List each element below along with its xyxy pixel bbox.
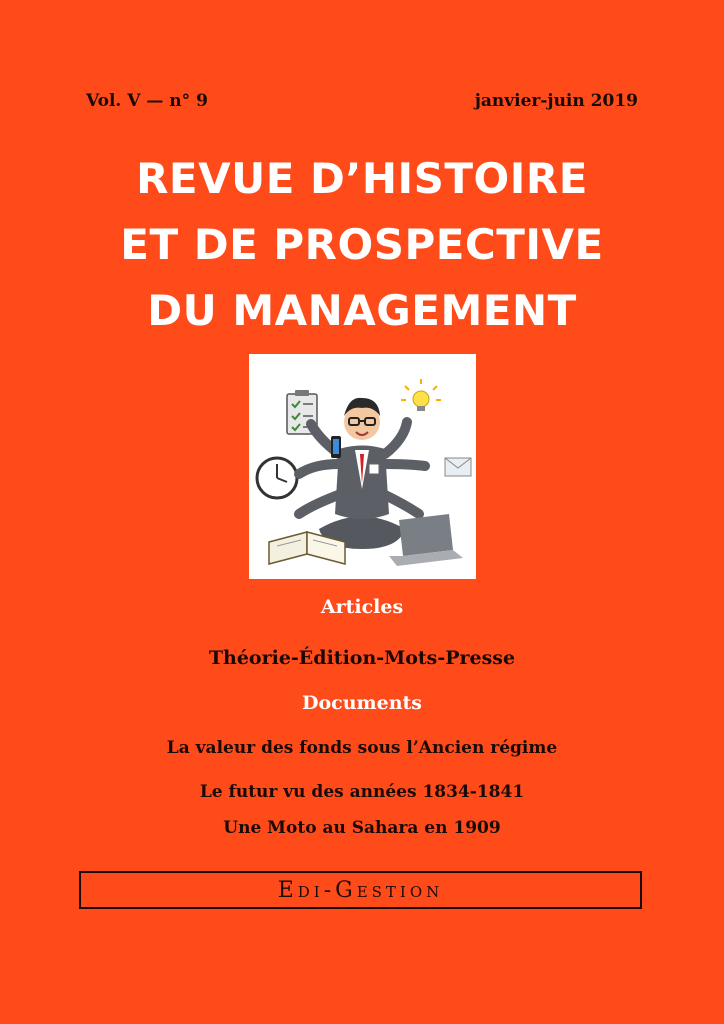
- document-item: La valeur des fonds sous l’Ancien régime: [166, 738, 558, 758]
- title-line-1: REVUE D’HISTOIRE: [136, 154, 588, 203]
- section-articles: Articles: [320, 596, 404, 618]
- section-documents: Documents: [301, 692, 422, 714]
- issue-date: janvier-juin 2019: [474, 91, 638, 111]
- section-theorie: Théorie-Édition-Mots-Presse: [208, 647, 516, 669]
- publisher-name: Edi-Gestion: [277, 877, 444, 903]
- title-line-3: DU MANAGEMENT: [147, 286, 577, 335]
- publisher-box: [79, 871, 642, 909]
- journal-title: [0, 146, 724, 344]
- multitasking-businessman-icon: [249, 354, 476, 579]
- document-item: Une Moto au Sahara en 1909: [223, 818, 501, 838]
- volume-number: Vol. V — n° 9: [86, 91, 208, 111]
- document-item: Le futur vu des années 1834-1841: [199, 782, 525, 802]
- issue-header: [86, 86, 638, 116]
- title-line-2: ET DE PROSPECTIVE: [120, 220, 604, 269]
